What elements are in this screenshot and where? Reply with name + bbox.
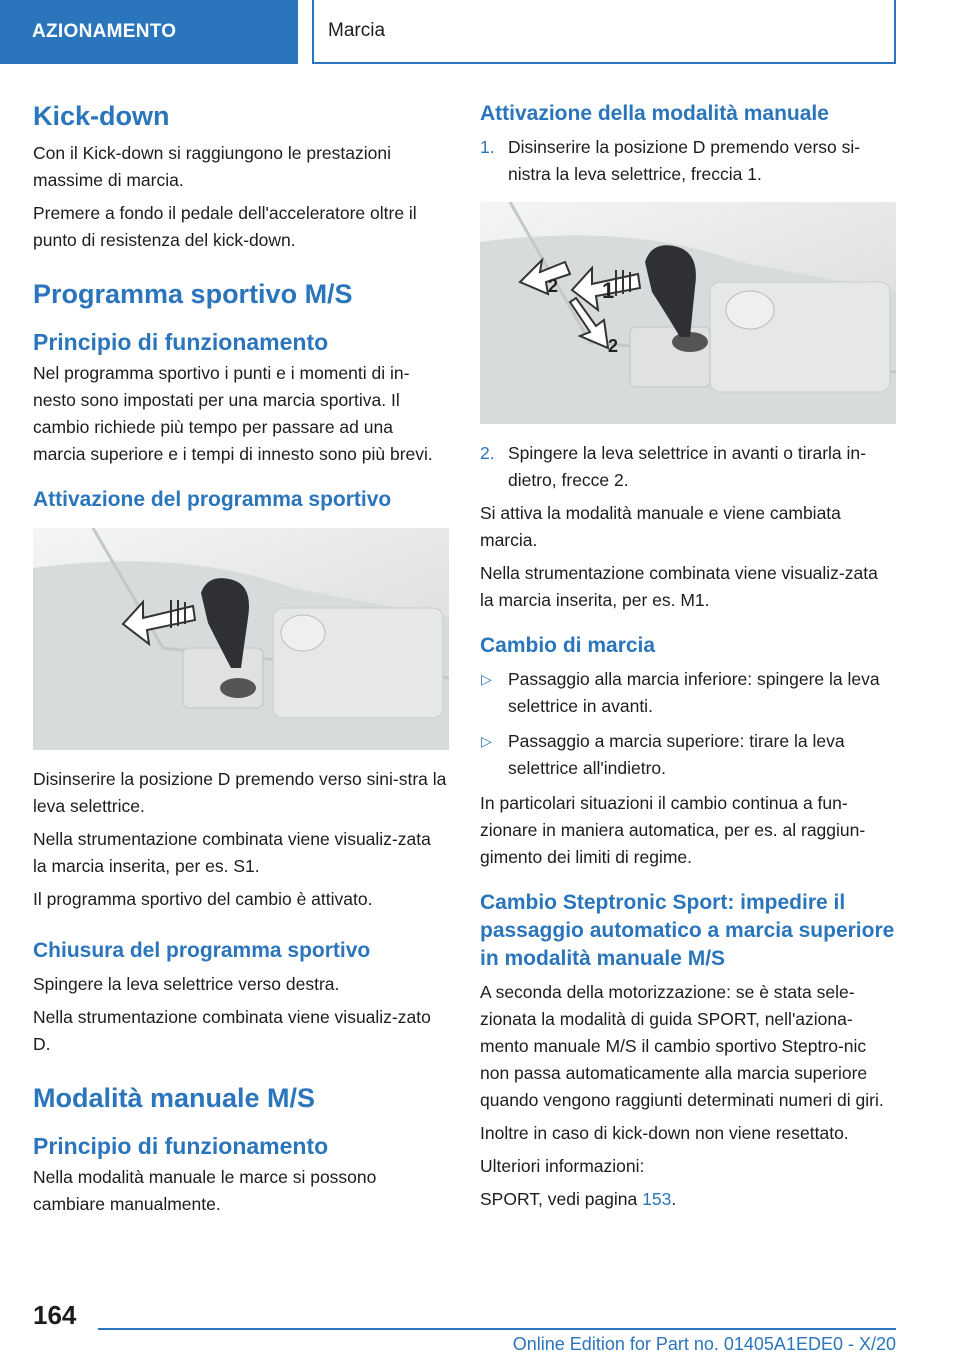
step-2 (480, 440, 896, 494)
steptronic-heading: Cambio Steptronic Sport: impedire il passaggio automatico a marcia superiore in modalità manuale M/S (480, 891, 895, 970)
step-1-number: 1. (480, 137, 495, 157)
steptronic-paragraph: A seconda della motorizzazione: se è stata sele-zionata la modalità di guida SPORT, nell'aziona-mento manuale M/S il cambio sportivo Steptro-nic non passa automaticamente alla marcia superiore quando vengono raggiunti determinati numeri di giri. (480, 982, 884, 1110)
step-2-text: Spingere la leva selettrice in avanti o tirarla in-dietro, frecce 2. (508, 443, 866, 490)
arrow-2b-label: 2 (608, 336, 619, 356)
manual-principle-heading: Principio di funzionamento (33, 1133, 329, 1159)
close-paragraph-2: Nella strumentazione combinata viene visualiz-zato D. (33, 1007, 431, 1054)
step-1 (480, 134, 896, 188)
arrow-1-label: 1 (602, 278, 615, 303)
footer-edition: Online Edition for Part no. 01405A1EDE0 - X/20 (512, 1334, 896, 1354)
triangle-bullet-icon: ▷ (481, 733, 492, 749)
sport-principle-paragraph: Nel programma sportivo i punti e i momenti di in-nesto sono impostati per una marcia sportiva. Il cambio richiede più tempo per passare ad una marcia superiore e i tempi di innesto sono più brevi. (33, 363, 433, 464)
gear-change-item-down-text: Passaggio alla marcia inferiore: spingere la leva selettrice in avanti. (508, 669, 880, 716)
activation-paragraph-3: Il programma sportivo del cambio è attivato. (33, 889, 373, 909)
step-1-text: Disinserire la posizione D premendo verso si-nistra la leva selettrice, freccia 1. (508, 137, 861, 184)
chapter-title: Marcia (328, 20, 386, 41)
section-title: AZIONAMENTO (32, 21, 177, 42)
special-situations-paragraph: In particolari situazioni il cambio continua a fun-zionare in maniera automatica, per es. al raggiun-gimento dei limiti di regime. (480, 793, 866, 867)
gear-selector-image-left (33, 528, 449, 750)
chapter-header (312, 0, 896, 64)
activation-steps (480, 134, 896, 188)
page-number: 164 (33, 1300, 77, 1330)
sport-principle-heading: Principio di funzionamento (33, 329, 329, 355)
sport-reference-text: SPORT, vedi pagina (480, 1189, 643, 1209)
arrow-2a-label: 2 (548, 276, 559, 296)
activation-paragraph-2: Nella strumentazione combinata viene visualiz-zata la marcia inserita, per es. S1. (33, 829, 431, 876)
sport-reference (480, 1186, 896, 1213)
gear-change-item-up-text: Passaggio a marcia superiore: tirare la leva selettrice all'indietro. (508, 731, 845, 778)
page-153-link[interactable]: 153 (642, 1189, 672, 1209)
gear-selector-illustration (33, 528, 449, 750)
manual-activate-paragraph: Si attiva la modalità manuale e viene cambiata marcia. (480, 503, 841, 550)
kickdown-heading: Kick-down (33, 101, 170, 131)
manual-mode-heading: Modalità manuale M/S (33, 1083, 316, 1113)
kickdown-reset-paragraph: Inoltre in caso di kick-down non viene resettato. (480, 1123, 849, 1143)
gear-selector-image-right (480, 202, 896, 424)
gear-change-item-up (480, 728, 896, 782)
gear-change-list (480, 666, 896, 782)
footer-divider (98, 1328, 896, 1330)
activation-steps-continued (480, 440, 896, 494)
sport-reference-end: . (671, 1189, 677, 1209)
gear-change-item-down (480, 666, 896, 720)
section-tab (0, 0, 298, 64)
manual-principle-paragraph: Nella modalità manuale le marce si possono cambiare manualmente. (33, 1167, 377, 1214)
activation-paragraph-1: Disinserire la posizione D premendo verso sini-stra la leva selettrice. (33, 769, 447, 816)
manual-activation-heading: Attivazione della modalità manuale (480, 102, 829, 125)
step-2-number: 2. (480, 443, 495, 463)
manual-display-paragraph: Nella strumentazione combinata viene visualiz-zata la marcia inserita, per es. M1. (480, 563, 878, 610)
gear-change-heading: Cambio di marcia (480, 634, 656, 657)
gear-selector-arrows-illustration (480, 202, 896, 424)
kickdown-paragraph-2: Premere a fondo il pedale dell'acceleratore oltre il punto di resistenza del kick-down. (33, 203, 417, 250)
sport-activation-heading: Attivazione del programma sportivo (33, 488, 392, 511)
left-column (33, 100, 449, 1224)
kickdown-paragraph-1: Con il Kick-down si raggiungono le prestazioni massime di marcia. (33, 143, 391, 190)
close-paragraph-1: Spingere la leva selettrice verso destra. (33, 974, 340, 994)
sport-program-heading: Programma sportivo M/S (33, 279, 353, 309)
right-column (480, 100, 896, 1219)
more-info-paragraph: Ulteriori informazioni: (480, 1156, 645, 1176)
close-sport-heading: Chiusura del programma sportivo (33, 939, 371, 962)
triangle-bullet-icon: ▷ (481, 671, 492, 687)
